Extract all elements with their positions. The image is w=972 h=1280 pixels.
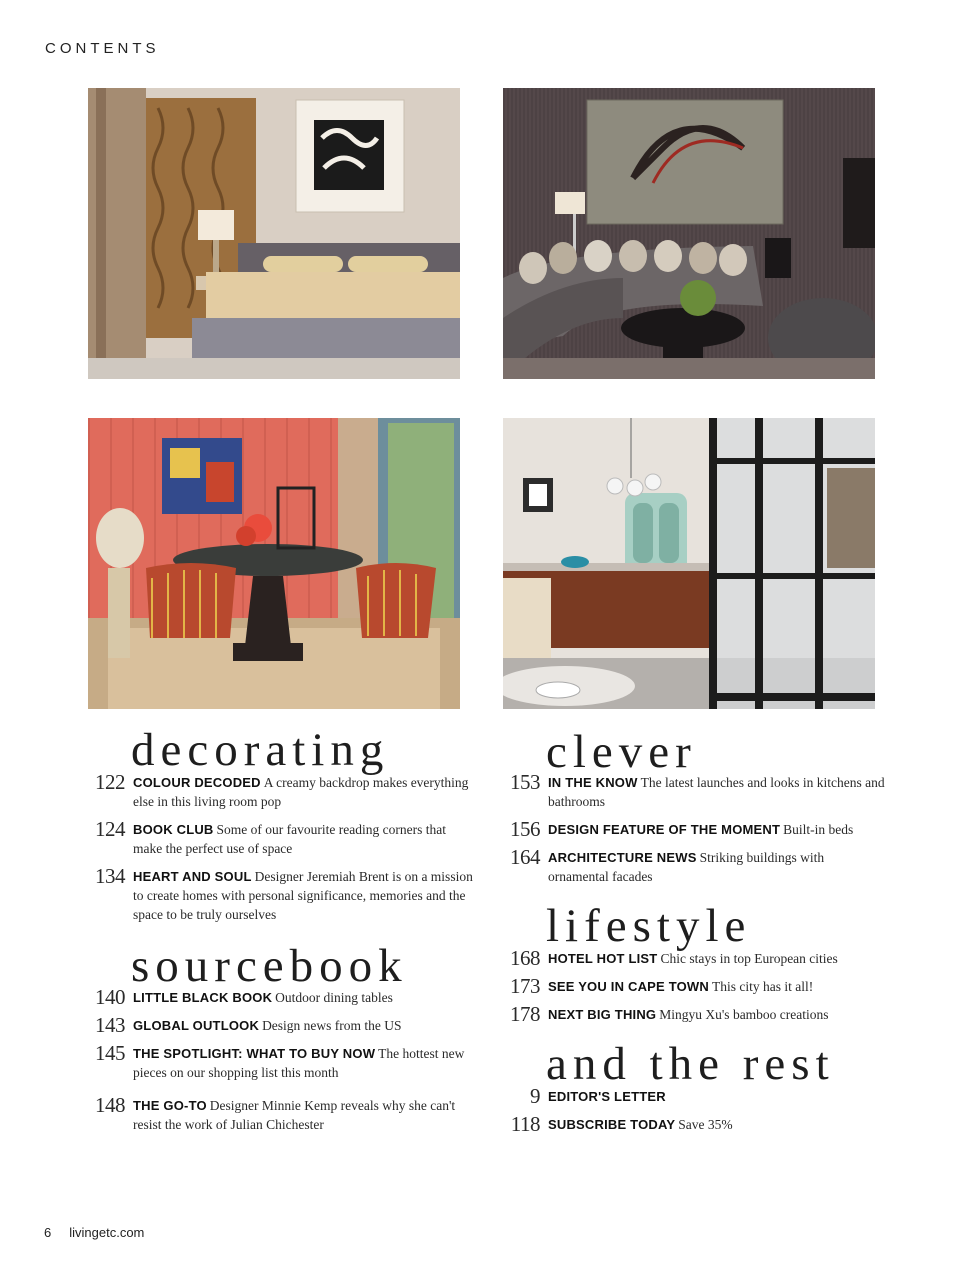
page-number: 156 [510, 817, 540, 841]
entry-description: Outdoor dining tables [275, 990, 393, 1005]
page-number: 164 [510, 845, 540, 869]
entry-description: Mingyu Xu's bamboo creations [659, 1007, 829, 1022]
entry-description: Chic stays in top European cities [660, 951, 838, 966]
entry-label: THE SPOTLIGHT: WHAT TO BUY NOW [133, 1046, 376, 1061]
entry-description: Designer Jeremiah Brent is on a mission to create homes with personal significance, memories and the space to be truly ourselves [133, 869, 473, 922]
entry-label: SUBSCRIBE TODAY [548, 1117, 676, 1132]
kitchen-photo [503, 418, 875, 709]
entry-description: Design news from the US [262, 1018, 402, 1033]
page-number: 122 [95, 770, 125, 794]
entry-label: THE GO-TO [133, 1098, 207, 1113]
entry-label: IN THE KNOW [548, 775, 638, 790]
entry-description: Designer Minnie Kemp reveals why she can't resist the work of Julian Chichester [133, 1098, 456, 1132]
page-number: 140 [95, 985, 125, 1009]
contents-entry[interactable] [95, 864, 473, 924]
entry-label: NEXT BIG THING [548, 1007, 657, 1022]
living-room-photo [503, 88, 875, 379]
contents-entry[interactable] [510, 817, 888, 841]
page-number: 118 [510, 1112, 540, 1136]
contents-entry[interactable] [510, 1112, 888, 1136]
entry-label: BOOK CLUB [133, 822, 214, 837]
footer-page-number: 6 [44, 1225, 52, 1240]
contents-entry[interactable] [95, 985, 473, 1009]
entry-label: GLOBAL OUTLOOK [133, 1018, 260, 1033]
page-number: 173 [510, 974, 540, 998]
page-number: 168 [510, 946, 540, 970]
entry-label: DESIGN FEATURE OF THE MOMENT [548, 822, 781, 837]
page-footer [44, 1225, 144, 1240]
contents-entry[interactable] [95, 770, 473, 811]
section-title-lifestyle: lifestyle [546, 900, 752, 952]
page-number: 124 [95, 817, 125, 841]
section-title-clever: clever [546, 726, 697, 778]
page-number: 143 [95, 1013, 125, 1037]
contents-entry[interactable] [510, 974, 888, 998]
bedroom-photo [88, 88, 460, 379]
entry-description: This city has it all! [712, 979, 814, 994]
contents-entry[interactable] [510, 845, 888, 886]
entry-label: HOTEL HOT LIST [548, 951, 658, 966]
entry-description: The hottest new pieces on our shopping list this month [133, 1046, 465, 1080]
entry-label: HEART AND SOUL [133, 869, 252, 884]
entry-label: SEE YOU IN CAPE TOWN [548, 979, 709, 994]
section-title-decorating: decorating [131, 724, 390, 776]
entry-label: COLOUR DECODED [133, 775, 261, 790]
entry-label: EDITOR'S LETTER [548, 1089, 666, 1104]
entry-description: The latest launches and looks in kitchens and bathrooms [548, 775, 885, 809]
page-number: 148 [95, 1093, 125, 1117]
contents-entry[interactable] [95, 1041, 473, 1082]
contents-entry[interactable] [95, 817, 473, 858]
contents-entry[interactable] [95, 1093, 473, 1134]
contents-entry[interactable] [530, 1084, 888, 1108]
entry-description: A creamy backdrop makes everything else in this living room pop [133, 775, 469, 809]
page-number: 134 [95, 864, 125, 888]
entry-label: ARCHITECTURE NEWS [548, 850, 697, 865]
entry-description: Some of our favourite reading corners that make the perfect use of space [133, 822, 446, 856]
page-number: 145 [95, 1041, 125, 1065]
page-number: 153 [510, 770, 540, 794]
contents-entry[interactable] [510, 1002, 888, 1026]
page-number: 9 [530, 1084, 540, 1108]
contents-entry[interactable] [95, 1013, 473, 1037]
dining-room-photo [88, 418, 460, 709]
contents-entry[interactable] [510, 946, 888, 970]
section-title-sourcebook: sourcebook [131, 940, 408, 992]
page-number: 178 [510, 1002, 540, 1026]
entry-label: LITTLE BLACK BOOK [133, 990, 273, 1005]
entry-description: Built-in beds [783, 822, 854, 837]
section-title-and-the-rest: and the rest [546, 1038, 835, 1090]
entry-description: Striking buildings with ornamental facades [548, 850, 825, 884]
contents-entry[interactable] [510, 770, 888, 811]
page-header: CONTENTS [45, 40, 160, 57]
entry-description: Save 35% [678, 1117, 733, 1132]
footer-site-link[interactable]: livingetc.com [69, 1225, 145, 1240]
